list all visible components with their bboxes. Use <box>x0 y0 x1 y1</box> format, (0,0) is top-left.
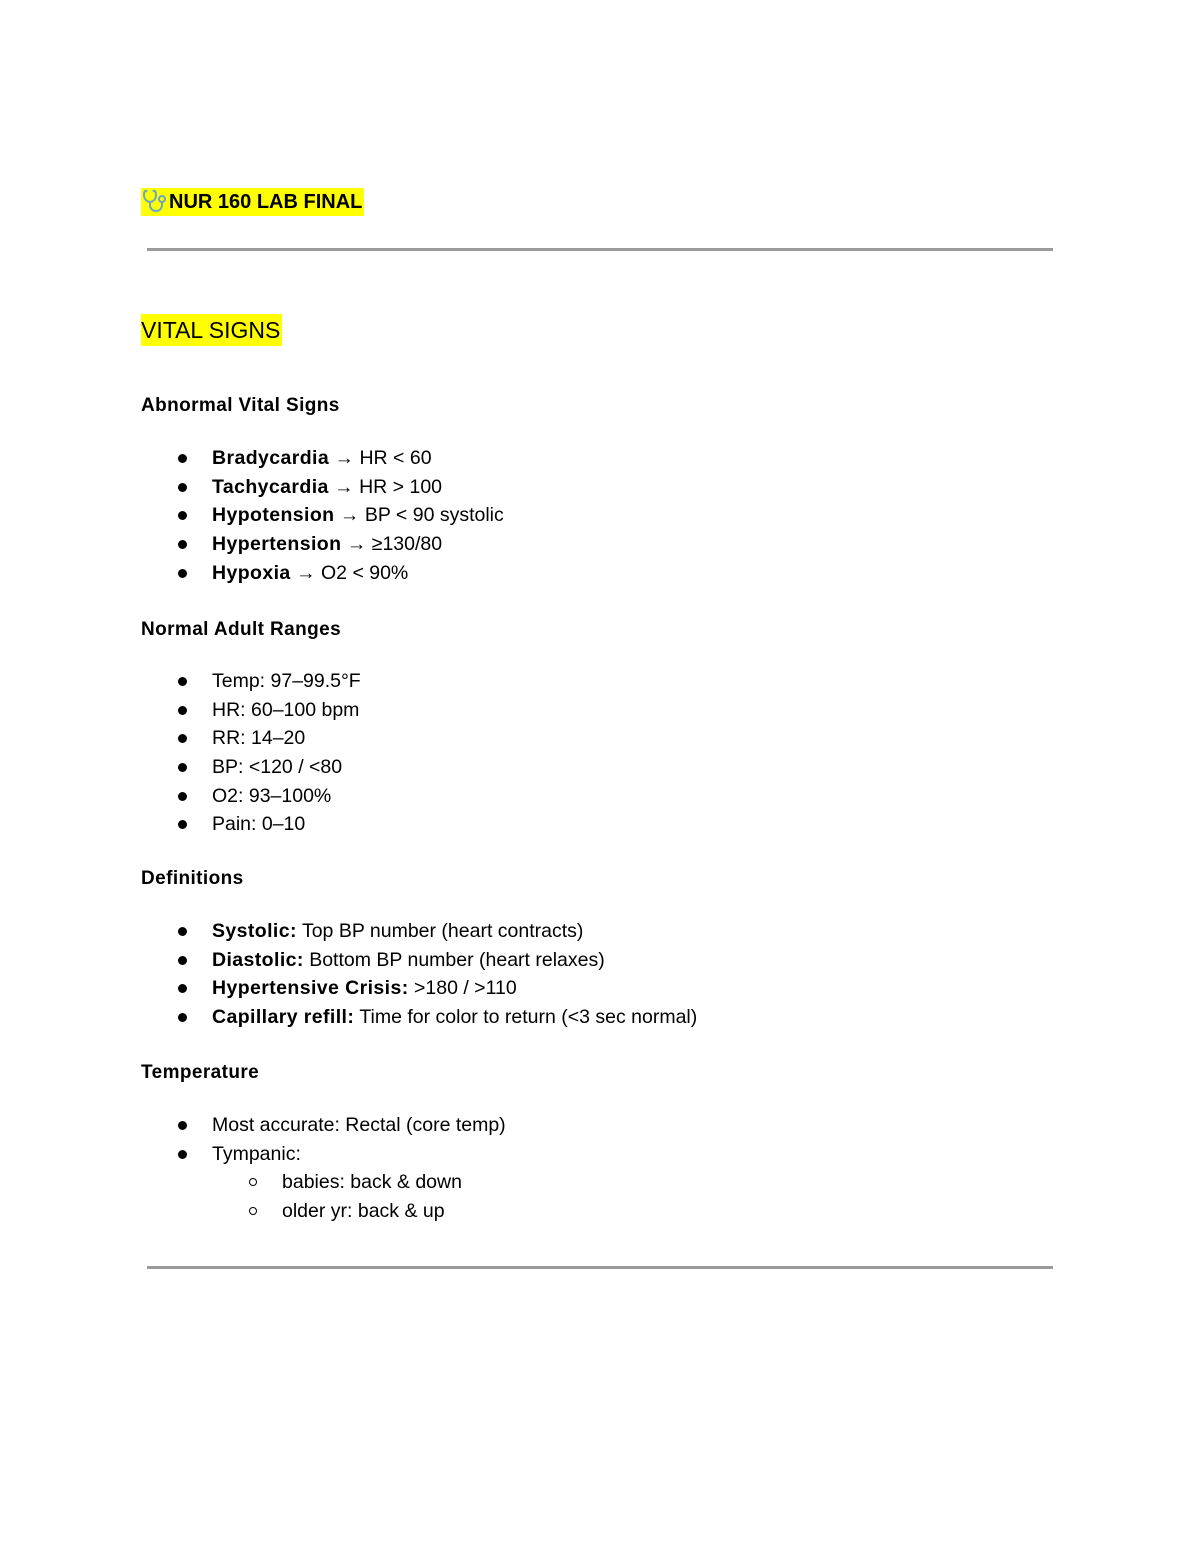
list-item-desc: → HR < 60 <box>329 447 432 469</box>
bullet-icon <box>178 792 187 801</box>
list-item-term: Hypoxia <box>212 561 291 584</box>
list-item-text: Pain: 0–10 <box>212 813 306 836</box>
list-item-text: Tympanic: <box>212 1142 301 1165</box>
normal-heading: Normal Adult Ranges <box>141 619 342 640</box>
list-item <box>0 1111 506 1140</box>
list-item-term: Hypertension <box>212 533 342 556</box>
definitions-list <box>0 917 697 1032</box>
list-item-desc: >180 / >110 <box>408 977 517 1000</box>
list-item <box>0 753 361 782</box>
list-item-desc: → ≥130/80 <box>341 533 443 556</box>
document-title <box>141 188 364 216</box>
sub-list-item <box>0 1168 506 1197</box>
list-item-text: HR: 60–100 bpm <box>212 698 360 721</box>
list-item <box>0 667 361 696</box>
list-item-term: Tachycardia <box>212 475 329 498</box>
list-item <box>0 1003 697 1032</box>
list-item-desc: Bottom BP number (heart relaxes) <box>303 948 605 971</box>
bullet-icon <box>178 540 187 549</box>
list-item-desc: → O2 < 90% <box>290 561 409 584</box>
list-item <box>0 444 504 473</box>
bullet-icon <box>178 677 187 686</box>
temperature-heading: Temperature <box>141 1062 260 1083</box>
bullet-icon <box>178 956 187 965</box>
bullet-icon <box>178 1013 187 1022</box>
document-title-text: NUR 160 LAB FINAL <box>169 191 363 213</box>
abnormal-heading: Abnormal Vital Signs <box>141 395 340 416</box>
list-item <box>0 810 361 839</box>
stethoscope-icon <box>141 189 169 213</box>
bullet-icon <box>178 820 187 829</box>
list-item-text: RR: 14–20 <box>212 727 306 750</box>
list-item <box>0 473 504 502</box>
list-item <box>0 530 504 559</box>
list-item <box>0 974 697 1003</box>
list-item <box>0 696 361 725</box>
list-item <box>0 724 361 753</box>
bullet-icon <box>178 1121 187 1130</box>
list-item <box>0 559 504 588</box>
list-item-term: Bradycardia <box>212 447 330 469</box>
bullet-icon <box>178 734 187 743</box>
bullet-icon <box>178 569 187 578</box>
bullet-icon <box>178 706 187 715</box>
horizontal-rule-bottom <box>147 1266 1053 1269</box>
list-item <box>0 946 697 975</box>
list-item-term: Systolic: <box>212 920 297 942</box>
list-item <box>0 782 361 811</box>
bullet-icon <box>178 763 187 772</box>
definitions-heading: Definitions <box>141 868 244 889</box>
hollow-bullet-icon <box>249 1207 257 1215</box>
abnormal-list <box>0 444 504 587</box>
hollow-bullet-icon <box>249 1178 257 1186</box>
section-title: VITAL SIGNS <box>141 314 282 346</box>
list-item-term: Capillary refill: <box>212 1006 355 1029</box>
list-item-text: older yr: back & up <box>282 1200 445 1223</box>
list-item-text: BP: <120 / <80 <box>212 756 343 779</box>
list-item-text: Most accurate: Rectal (core temp) <box>212 1114 506 1136</box>
list-item-term: Diastolic: <box>212 948 304 971</box>
list-item-text: babies: back & down <box>282 1171 462 1194</box>
list-item <box>0 1140 506 1169</box>
horizontal-rule-top <box>147 248 1053 251</box>
list-item <box>0 501 504 530</box>
list-item-desc: → BP < 90 systolic <box>334 504 504 527</box>
list-item-desc: Time for color to return (<3 sec normal) <box>354 1006 698 1029</box>
normal-list <box>0 667 361 839</box>
bullet-icon <box>178 1150 187 1159</box>
sub-list-item <box>0 1197 506 1226</box>
temperature-list <box>0 1111 506 1226</box>
bullet-icon <box>178 454 187 463</box>
list-item-text: O2: 93–100% <box>212 784 332 807</box>
bullet-icon <box>178 984 187 993</box>
bullet-icon <box>178 511 187 520</box>
list-item-desc: → HR > 100 <box>328 475 443 498</box>
list-item-desc: Top BP number (heart contracts) <box>296 920 584 942</box>
list-item-term: Hypertensive Crisis: <box>212 977 409 1000</box>
bullet-icon <box>178 927 187 936</box>
list-item-text: Temp: 97–99.5°F <box>212 670 361 692</box>
list-item-term: Hypotension <box>212 504 335 527</box>
list-item <box>0 917 697 946</box>
bullet-icon <box>178 483 187 492</box>
